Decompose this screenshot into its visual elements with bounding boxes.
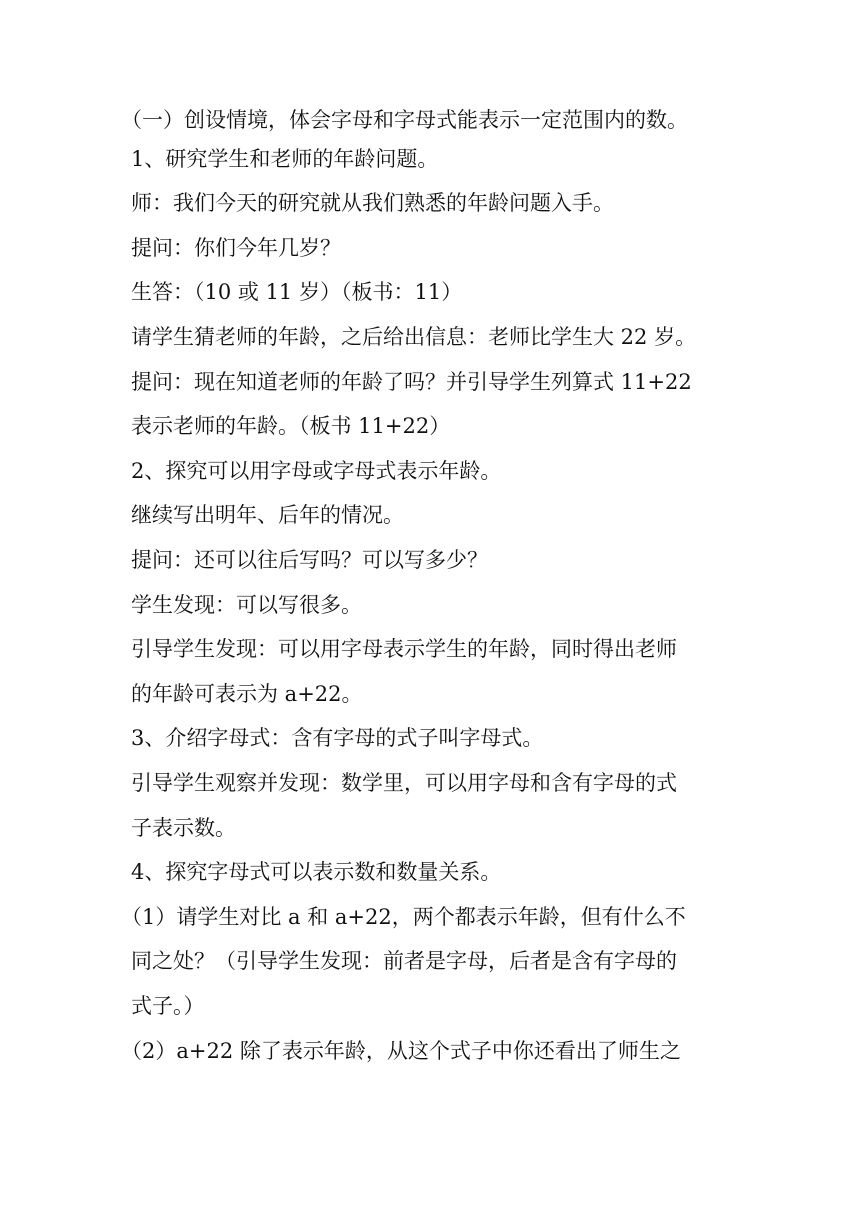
- text-line: 表示老师的年龄。（板书 11+22）: [131, 414, 451, 438]
- text-line: 提问：还可以往后写吗？可以写多少？: [131, 548, 488, 572]
- text-line: 继续写出明年、后年的情况。: [131, 503, 404, 527]
- section-heading: （一）创设情境，体会字母和字母式能表示一定范围内的数。: [121, 108, 688, 132]
- text-line: 2、探究可以用字母或字母式表示年龄。: [131, 459, 502, 483]
- text-line: 引导学生发现：可以用字母表示学生的年龄，同时得出老师: [131, 637, 677, 661]
- text-line: 生答：（10 或 11 岁）（板书：11）: [131, 280, 463, 304]
- text-line: 子表示数。: [131, 816, 236, 840]
- text-line: 3、介绍字母式：含有字母的式子叫字母式。: [131, 726, 544, 750]
- text-line: 学生发现：可以写很多。: [131, 593, 362, 617]
- text-line: 的年龄可表示为 a+22。: [131, 682, 363, 706]
- text-line: （1）请学生对比 a 和 a+22，两个都表示年龄，但有什么不: [121, 905, 686, 929]
- text-line: 引导学生观察并发现：数学里，可以用字母和含有字母的式: [131, 771, 677, 795]
- text-line: 1、研究学生和老师的年龄问题。: [131, 147, 439, 171]
- text-line: 式子。）: [131, 994, 205, 1018]
- text-line: （2）a+22 除了表示年龄，从这个式子中你还看出了师生之: [121, 1039, 681, 1063]
- text-line: 师：我们今天的研究就从我们熟悉的年龄问题入手。: [131, 191, 614, 215]
- text-line: 提问：你们今年几岁？: [131, 236, 341, 260]
- text-line: 提问：现在知道老师的年龄了吗？并引导学生列算式 11+22: [131, 370, 692, 394]
- text-line: 请学生猜老师的年龄，之后给出信息：老师比学生大 22 岁。: [131, 325, 697, 349]
- text-line: 同之处？（引导学生发现：前者是字母，后者是含有字母的: [131, 949, 677, 973]
- text-line: 4、探究字母式可以表示数和数量关系。: [131, 860, 502, 884]
